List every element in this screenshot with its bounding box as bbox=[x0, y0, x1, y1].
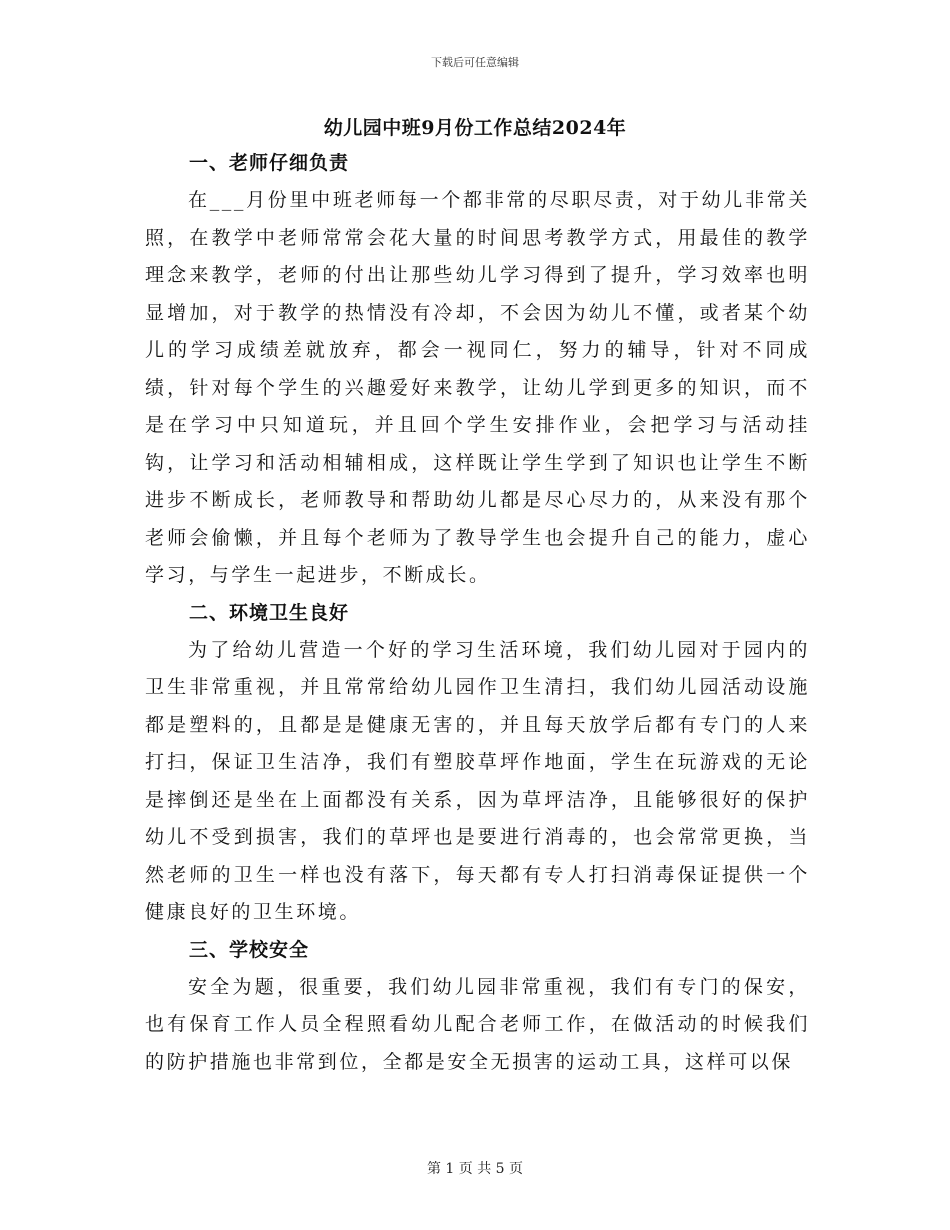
page-number: 第 1 页 共 5 页 bbox=[426, 1161, 524, 1177]
section-paragraph: 安全为题，很重要，我们幼儿园非常重视，我们有专门的保安，也有保育工作人员全程照看幼儿配合老师工作，在做活动的时候我们的防护措施也非常到位，全都是安全无损害的运动工具，这样可以保 bbox=[145, 975, 810, 1073]
page-header-note: 下载后可任意编辑 bbox=[431, 56, 519, 69]
section-hygiene bbox=[145, 595, 810, 932]
section-paragraph: 为了给幼儿营造一个好的学习生活环境，我们幼儿园对于园内的卫生非常重视，并且常常给幼儿园作卫生清扫，我们幼儿园活动设施都是塑料的，且都是是健康无害的，并且每天放学后都有专门的人来打扫，保证卫生洁净，我们有塑胶草坪作地面，学生在玩游戏的无论是摔倒还是坐在上面都没有关系，因为草坪洁净，且能够很好的保护幼儿不受到损害，我们的草坪也是要进行消毒的，也会常常更换，当然老师的卫生一样也没有落下，每天都有专人打扫消毒保证提供一个健康良好的卫生环境。 bbox=[145, 638, 810, 923]
section-teachers bbox=[145, 145, 810, 595]
section-heading: 三、学校安全 bbox=[189, 938, 310, 961]
section-heading: 二、环境卫生良好 bbox=[189, 601, 350, 624]
document-title: 幼儿园中班9月份工作总结2024年 bbox=[323, 117, 627, 139]
section-paragraph: 在___月份里中班老师每一个都非常的尽职尽责，对于幼儿非常关照，在教学中老师常常会花大量的时间思考教学方式，用最佳的教学理念来教学，老师的付出让那些幼儿学习得到了提升，学习效率也明显增加，对于教学的热情没有冷却，不会因为幼儿不懂，或者某个幼儿的学习成绩差就放弃，都会一视同仁，努力的辅导，针对不同成绩，针对每个学生的兴趣爱好来教学，让幼儿学到更多的知识，而不是在学习中只知道玩，并且回个学生安排作业，会把学习与活动挂钩，让学习和活动相辅相成，这样既让学生学到了知识也让学生不断进步不断成长，老师教导和帮助幼儿都是尽心尽力的，从来没有那个老师会偷懒，并且每个老师为了教导学生也会提升自己的能力，虚心学习，与学生一起进步，不断成长。 bbox=[145, 189, 810, 586]
document-body bbox=[145, 145, 810, 1081]
section-heading: 一、老师仔细负责 bbox=[189, 152, 350, 174]
section-safety bbox=[145, 932, 810, 1082]
